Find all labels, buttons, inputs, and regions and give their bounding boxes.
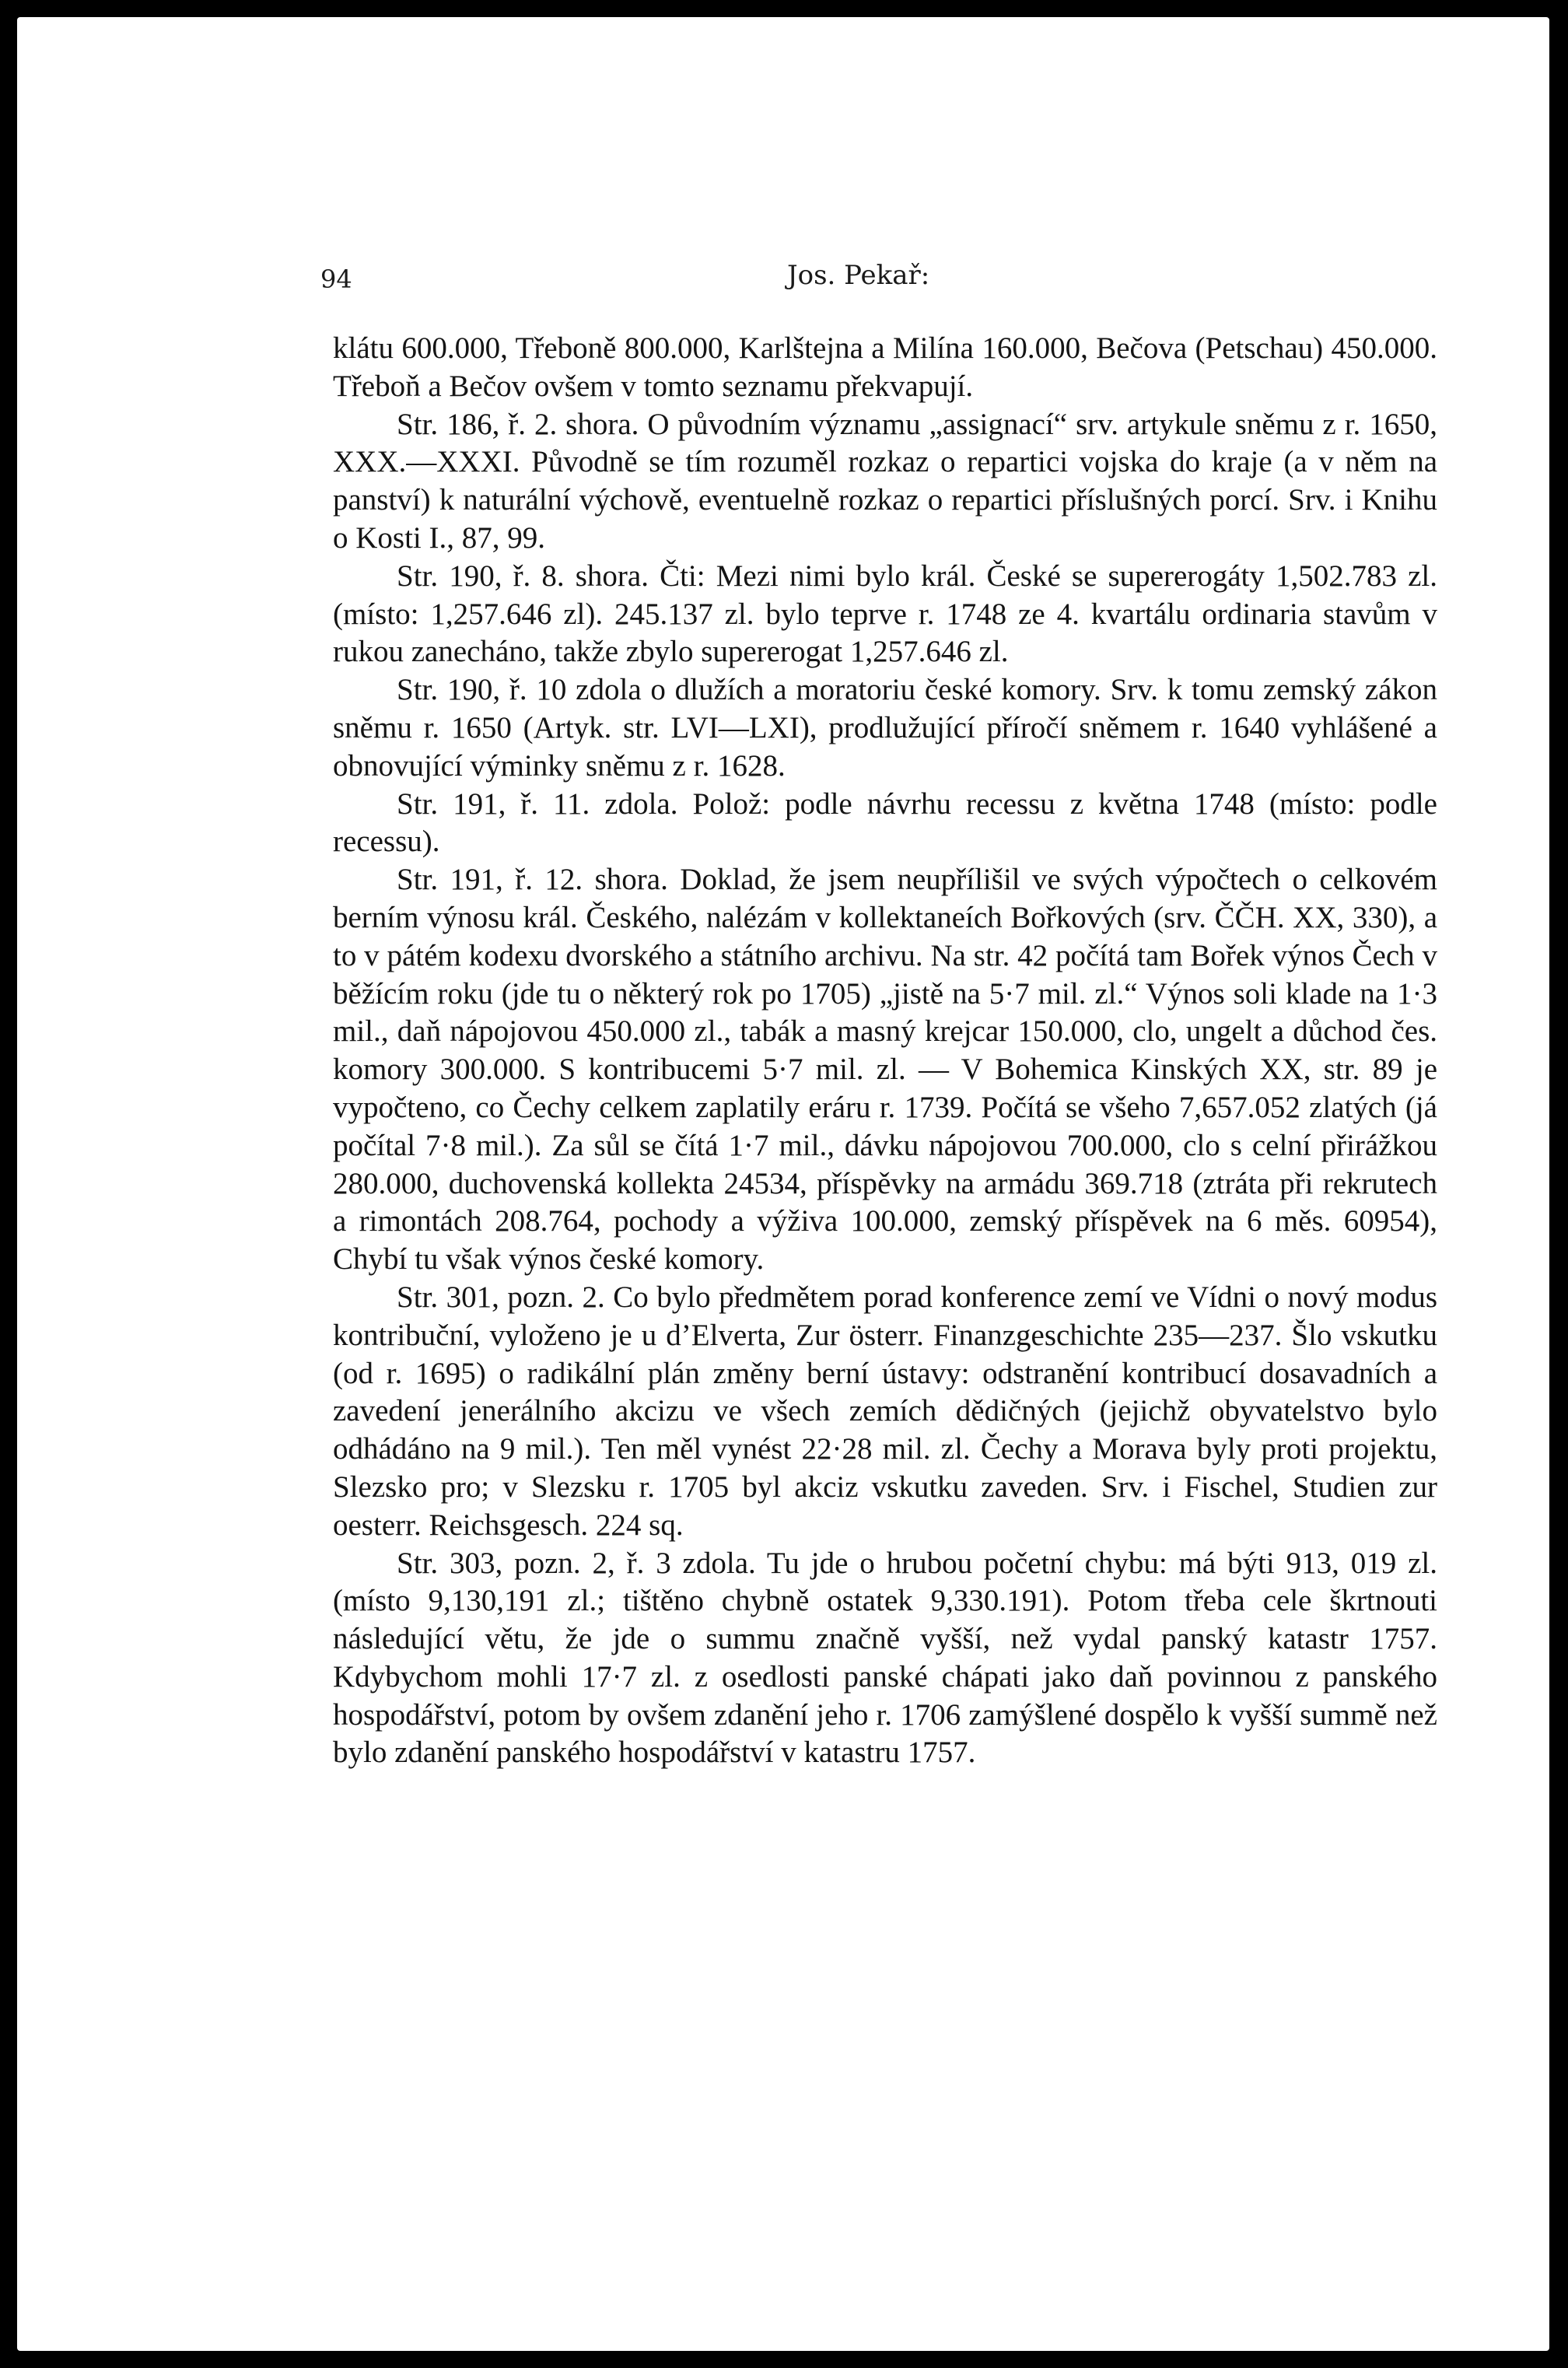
- book-page: [17, 17, 1549, 2351]
- running-head-title: Jos. Pekař:: [787, 260, 930, 291]
- running-head: [17, 257, 1549, 303]
- paragraph-note-str-303: Str. 303, pozn. 2, ř. 3 zdola. Tu jde o hrubou početní chybu: má býti 913, 019 zl. (místo 9,130,191 zl.; tištěno chybně ostatek 9,330.191). Potom třeba cele škrtnouti následující větu, že jde o summu značně vyšší, než vydal panský katastr 1757. Kdybychom mohli 17·7 zl. z osedlosti panské chápati jako daň povinnou z panského hospodářství, potom by ovšem zdanění jeho r. 1706 zamýšlené dospělo k vyšší summě než bylo zdanění panského hospodářství v katastru 1757.: [333, 1546, 1437, 1770]
- paragraph-note-str-190-r8: Str. 190, ř. 8. shora. Čti: Mezi nimi bylo král. České se supererogáty 1,502.783 zl. (místo: 1,257.646 zl). 245.137 zl. bylo teprve r. 1748 ze 4. kvartálu ordinaria stavům v rukou zanecháno, takže zbylo supererogat 1,257.646 zl.: [333, 559, 1437, 669]
- paragraph-note-str-301: Str. 301, pozn. 2. Co bylo předmětem porad konference zemí ve Vídni o nový modus kontribuční, vyloženo je u d’Elverta, Zur österr. Finanzgeschichte 235—237. Šlo vskutku (od r. 1695) o radikální plán změny berní ústavy: odstranění kontribucí dosavadních a zavedení jenerálního akcizu ve všech zemích dědičných (jejichž obyvatelstvo bylo odhádáno na 9 mil.). Ten měl vynést 22·28 mil. zl. Čechy a Morava byly proti projektu, Slezsko pro; v Slezsku r. 1705 byl akciz vskutku zaveden. Srv. i Fischel, Studien zur oesterr. Reichsgesch. 224 sq.: [333, 1280, 1437, 1542]
- paragraph-note-str-186: Str. 186, ř. 2. shora. O původním významu „assignací“ srv. artykule sněmu z r. 1650, XXX.—XXXI. Původně se tím rozuměl rozkaz o repartici vojska do kraje (a v něm na panství) k naturální výchově, eventuelně rozkaz o repartici příslušných porcí. Srv. i Knihu o Kosti I., 87, 99.: [333, 407, 1437, 555]
- paragraph-note-str-191-r11: Str. 191, ř. 11. zdola. Polož: podle návrhu recessu z května 1748 (místo: podle recessu).: [333, 786, 1437, 859]
- paragraph-continuation: klátu 600.000, Třeboně 800.000, Karlštejna a Milína 160.000, Bečova (Petschau) 450.000. Třeboň a Bečov ovšem v tomto seznamu překvapují.: [333, 331, 1437, 403]
- paragraph-note-str-191-r12: Str. 191, ř. 12. shora. Doklad, že jsem neupřílišil ve svých výpočtech o celkovém berním výnosu král. Českého, nalézám v kollektaneích Bořkových (srv. ČČH. XX, 330), a to v pátém kodexu dvorského a státního archivu. Na str. 42 počítá tam Bořek výnos Čech v běžícím roku (jde tu o některý rok po 1705) „jistě na 5·7 mil. zl.“ Výnos soli klade na 1·3 mil., daň nápojovou 450.000 zl., tabák a masný krejcar 150.000, clo, ungelt a důchod čes. komory 300.000. S kontribucemi 5·7 mil. zl. — V Bohemica Kinských XX, str. 89 je vypočteno, co Čechy celkem zaplatily eráru r. 1739. Počítá se všeho 7,657.052 zlatých (já počítal 7·8 mil.). Za sůl se čítá 1·7 mil., dávku nápojovou 700.000, clo s celní přirážkou 280.000, duchovenská kollekta 24534, příspěvky na armádu 369.718 (ztráta při rekrutech a rimontách 208.764, pochody a výživa 100.000, zemský příspěvek na 6 měs. 60954), Chybí tu však výnos české komory.: [333, 863, 1437, 1277]
- page-number: 94: [320, 264, 352, 294]
- body-text: [333, 330, 1437, 1772]
- paragraph-note-str-190-r10: Str. 190, ř. 10 zdola o dlužích a moratoriu české komory. Srv. k tomu zemský zákon sněmu r. 1650 (Artyk. str. LVI—LXI), prodlužující příročí sněmem r. 1640 vyhlášené a obnovující výminky sněmu z r. 1628.: [333, 673, 1437, 783]
